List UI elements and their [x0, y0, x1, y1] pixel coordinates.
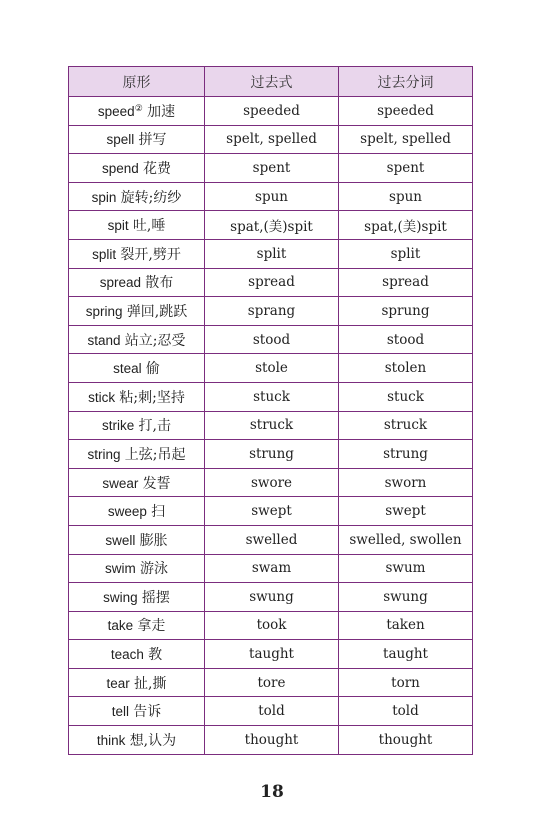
- chinese-meaning: 拼写: [138, 132, 167, 149]
- table-row: [69, 268, 473, 297]
- cell-past-tense: told: [205, 697, 339, 726]
- cell-past-participle: spelt, spelled: [339, 125, 473, 154]
- cell-past-tense: swelled: [205, 525, 339, 554]
- base-verb: spit: [107, 218, 129, 234]
- cell-past-participle: swept: [339, 497, 473, 526]
- table-row: [69, 440, 473, 469]
- cell-past-tense: spread: [205, 268, 339, 297]
- base-verb: spread: [99, 275, 141, 291]
- cell-past-participle: stolen: [339, 354, 473, 383]
- cell-past-tense: taught: [205, 640, 339, 669]
- table-row: [69, 554, 473, 583]
- base-verb: steal: [113, 361, 142, 377]
- table-row: [69, 668, 473, 697]
- table-row: [69, 97, 473, 126]
- chinese-meaning: 弹回,跳跃: [126, 303, 188, 320]
- chinese-meaning: 想,认为: [129, 732, 177, 749]
- table-row: [69, 182, 473, 211]
- base-verb: strike: [101, 418, 135, 434]
- cell-past-tense: stole: [205, 354, 339, 383]
- cell-past-tense: stood: [205, 325, 339, 354]
- cell-past-participle: strung: [339, 440, 473, 469]
- chinese-meaning: 摇摆: [141, 589, 170, 606]
- cell-past-participle: swum: [339, 554, 473, 583]
- cell-base-form: [69, 297, 205, 326]
- cell-past-tense: struck: [205, 411, 339, 440]
- cell-base-form: [69, 125, 205, 154]
- table-body: [69, 97, 473, 755]
- table-row: [69, 468, 473, 497]
- irregular-verb-table: [68, 66, 473, 755]
- chinese-meaning: 花费: [143, 160, 172, 177]
- cell-base-form: [69, 354, 205, 383]
- base-verb: teach: [110, 647, 144, 663]
- cell-base-form: [69, 640, 205, 669]
- cell-base-form: [69, 583, 205, 612]
- table-row: [69, 382, 473, 411]
- cell-past-participle: speeded: [339, 97, 473, 126]
- cell-past-tense: spun: [205, 182, 339, 211]
- cell-past-tense: strung: [205, 440, 339, 469]
- chinese-meaning: 旋转;纺纱: [120, 189, 182, 206]
- table-row: [69, 726, 473, 755]
- cell-base-form: [69, 697, 205, 726]
- cell-past-tense: spat,(美)spit: [205, 211, 339, 240]
- cell-past-participle: sworn: [339, 468, 473, 497]
- base-verb: sweep: [107, 504, 147, 520]
- chinese-meaning: 拿走: [137, 618, 166, 635]
- chinese-meaning: 吐,唾: [132, 218, 166, 235]
- base-verb: stand: [87, 332, 121, 348]
- cell-past-tense: swept: [205, 497, 339, 526]
- cell-past-participle: spread: [339, 268, 473, 297]
- cell-base-form: [69, 411, 205, 440]
- header-past-tense: 过去式: [205, 67, 339, 97]
- cell-past-tense: swam: [205, 554, 339, 583]
- cell-past-tense: tore: [205, 668, 339, 697]
- chinese-meaning: 扯,撕: [134, 675, 167, 692]
- cell-past-participle: split: [339, 239, 473, 268]
- header-base-form: 原形: [69, 67, 205, 97]
- cell-base-form: [69, 239, 205, 268]
- header-past-participle: 过去分词: [339, 67, 473, 97]
- cell-base-form: [69, 268, 205, 297]
- cell-past-participle: stood: [339, 325, 473, 354]
- table-row: [69, 325, 473, 354]
- table-row: [69, 239, 473, 268]
- cell-past-participle: told: [339, 697, 473, 726]
- base-verb: swim: [104, 561, 136, 577]
- footnote-marker: ②: [134, 103, 143, 114]
- chinese-meaning: 站立;忍受: [124, 332, 186, 349]
- cell-past-participle: spent: [339, 154, 473, 183]
- base-verb: tell: [111, 704, 129, 720]
- cell-base-form: [69, 211, 205, 240]
- cell-base-form: [69, 668, 205, 697]
- base-verb: swell: [105, 532, 136, 548]
- base-verb: swear: [102, 475, 139, 491]
- table-row: [69, 125, 473, 154]
- cell-past-tense: spent: [205, 154, 339, 183]
- base-verb: spin: [91, 189, 117, 205]
- base-verb: spend: [101, 160, 139, 176]
- base-verb: swing: [103, 589, 138, 605]
- chinese-meaning: 粘;刺;坚持: [119, 389, 185, 406]
- base-verb: take: [107, 618, 134, 634]
- cell-base-form: [69, 726, 205, 755]
- page-number: 18: [260, 782, 284, 802]
- chinese-meaning: 打,击: [138, 418, 171, 435]
- cell-past-participle: sprung: [339, 297, 473, 326]
- cell-past-tense: swore: [205, 468, 339, 497]
- cell-base-form: [69, 154, 205, 183]
- cell-past-participle: torn: [339, 668, 473, 697]
- cell-past-participle: taught: [339, 640, 473, 669]
- chinese-meaning: 加速: [147, 103, 176, 120]
- cell-past-participle: struck: [339, 411, 473, 440]
- cell-base-form: [69, 97, 205, 126]
- cell-past-tense: speeded: [205, 97, 339, 126]
- table-row: [69, 497, 473, 526]
- cell-past-participle: stuck: [339, 382, 473, 411]
- chinese-meaning: 裂开,劈开: [120, 246, 181, 263]
- cell-past-tense: spelt, spelled: [205, 125, 339, 154]
- base-verb: spell: [106, 132, 135, 148]
- cell-past-tense: split: [205, 239, 339, 268]
- header-row: [69, 67, 473, 97]
- cell-base-form: [69, 468, 205, 497]
- chinese-meaning: 游泳: [140, 561, 169, 578]
- table-row: [69, 154, 473, 183]
- cell-past-participle: spun: [339, 182, 473, 211]
- base-verb: tear: [106, 675, 130, 691]
- cell-base-form: [69, 325, 205, 354]
- cell-base-form: [69, 554, 205, 583]
- table-row: [69, 697, 473, 726]
- chinese-meaning: 告诉: [133, 704, 162, 721]
- cell-base-form: [69, 440, 205, 469]
- table-row: [69, 611, 473, 640]
- table-row: [69, 211, 473, 240]
- base-verb: speed: [97, 103, 135, 119]
- chinese-meaning: 扫: [151, 504, 166, 521]
- chinese-meaning: 发誓: [142, 475, 171, 492]
- chinese-meaning: 散布: [145, 275, 174, 292]
- chinese-meaning: 膨胀: [139, 532, 168, 549]
- chinese-meaning: 偷: [145, 361, 160, 378]
- base-verb: spring: [85, 303, 123, 319]
- chinese-meaning: 教: [148, 647, 163, 664]
- cell-past-tense: took: [205, 611, 339, 640]
- table-row: [69, 297, 473, 326]
- cell-past-tense: swung: [205, 583, 339, 612]
- base-verb: split: [92, 246, 117, 262]
- base-verb: think: [96, 732, 126, 748]
- table-row: [69, 583, 473, 612]
- chinese-meaning: 上弦;吊起: [124, 446, 186, 463]
- table-row: [69, 411, 473, 440]
- cell-past-participle: swelled, swollen: [339, 525, 473, 554]
- table-row: [69, 525, 473, 554]
- cell-past-participle: swung: [339, 583, 473, 612]
- table-row: [69, 640, 473, 669]
- cell-past-participle: spat,(美)spit: [339, 211, 473, 240]
- cell-base-form: [69, 382, 205, 411]
- cell-base-form: [69, 497, 205, 526]
- cell-past-participle: taken: [339, 611, 473, 640]
- base-verb: string: [87, 446, 121, 462]
- cell-past-tense: sprang: [205, 297, 339, 326]
- cell-past-tense: stuck: [205, 382, 339, 411]
- cell-base-form: [69, 525, 205, 554]
- cell-past-tense: thought: [205, 726, 339, 755]
- cell-base-form: [69, 611, 205, 640]
- table-header: [69, 67, 473, 97]
- base-verb: stick: [88, 389, 116, 405]
- table-row: [69, 354, 473, 383]
- cell-base-form: [69, 182, 205, 211]
- cell-past-participle: thought: [339, 726, 473, 755]
